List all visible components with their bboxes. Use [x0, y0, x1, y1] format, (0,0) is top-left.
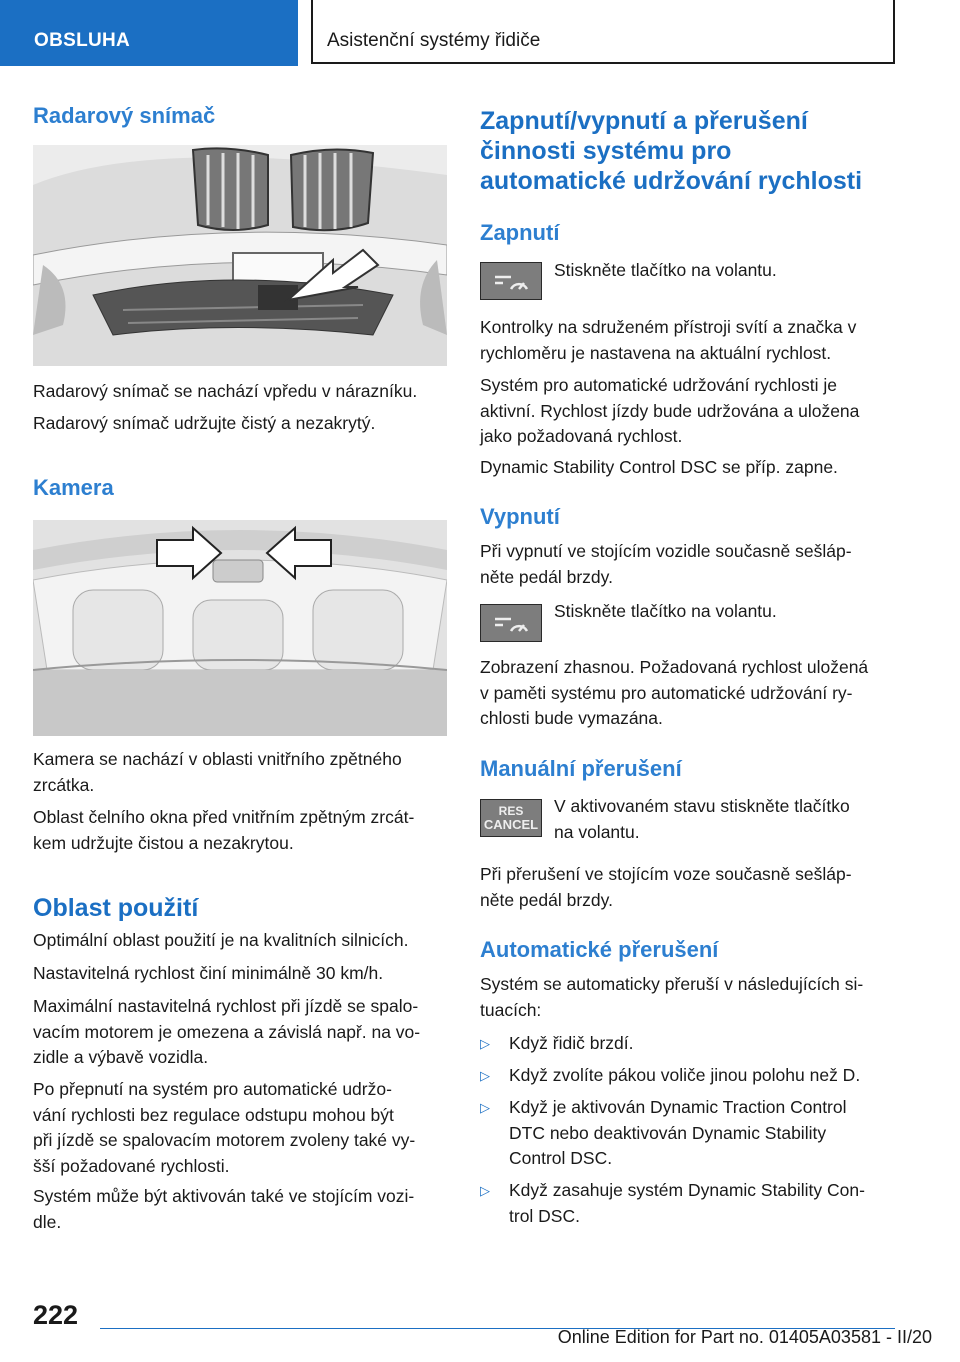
- switch-off-heading: Vypnutí: [480, 504, 560, 529]
- usage-p5: Systém může být aktivován také ve stojícím vozi‐ dle.: [33, 1186, 415, 1232]
- list-item: ▷ Když zasahuje systém Dynamic Stability Con‐ trol DSC.: [480, 1180, 865, 1226]
- camera-care-text: Oblast čelního okna před vnitřním zpětným zrcát‐ kem udržujte čistou a nezakrytou.: [33, 807, 415, 853]
- list-item: ▷ Když je aktivován Dynamic Traction Control DTC nebo deaktivován Dynamic Stability Control DSC.: [480, 1097, 847, 1168]
- chapter-title: Asistenční systémy řidiče: [311, 0, 895, 64]
- triangle-bullet-icon: ▷: [480, 1100, 490, 1115]
- radar-care-text: Radarový snímač udržujte čistý a nezakrytý.: [33, 413, 376, 433]
- triangle-bullet-icon: ▷: [480, 1183, 490, 1198]
- cruise-control-button-icon: [480, 604, 542, 642]
- radar-sensor-heading: Radarový snímač: [33, 103, 216, 128]
- switch-on-p3: Dynamic Stability Control DSC se příp. zapne.: [480, 457, 838, 477]
- radar-sensor-image: [33, 145, 447, 366]
- auto-interrupt-p1: Systém se automaticky přeruší v následujících si‐ tuacích:: [480, 974, 864, 1020]
- manual-interrupt-p1: Při přerušení ve stojícím voze současně sešláp‐ něte pedál brzdy.: [480, 864, 852, 910]
- camera-heading: Kamera: [33, 475, 114, 500]
- section-tab: OBSLUHA: [0, 0, 298, 66]
- main-section-heading: Zapnutí/vypnutí a přerušení činnosti systému pro automatické udržování rychlosti: [480, 107, 863, 195]
- list-item: ▷ Když řidič brzdí.: [480, 1031, 900, 1057]
- auto-interrupt-heading: Automatické přerušení: [480, 937, 719, 962]
- switch-on-instruction: Stiskněte tlačítko na volantu.: [554, 260, 777, 280]
- usage-p3: Maximální nastavitelná rychlost při jízdě se spalo‐ vacím motorem je omezena a závislá např. na vo‐ zidle a výbavě vozidla.: [33, 996, 421, 1067]
- radar-location-text: Radarový snímač se nachází vpředu v nárazníku.: [33, 381, 418, 401]
- switch-off-p1: Při vypnutí ve stojícím vozidle současně sešláp‐ něte pedál brzdy.: [480, 541, 852, 587]
- switch-on-p1: Kontrolky na sdruženém přístroji svítí a značka v rychloměru je nastavena na aktuální rychlost.: [480, 317, 857, 363]
- switch-on-heading: Zapnutí: [480, 220, 560, 245]
- edition-text: Online Edition for Part no. 01405A03581 - II/20: [557, 1327, 932, 1347]
- camera-image: [33, 520, 447, 736]
- page-header: [0, 0, 960, 66]
- manual-interrupt-heading: Manuální přerušení: [480, 756, 682, 781]
- camera-location-text: Kamera se nachází v oblasti vnitřního zpětného zrcátka.: [33, 749, 402, 795]
- switch-off-p2: Zobrazení zhasnou. Požadovaná rychlost uložená v paměti systému pro automatické udržování ry‐ chlosti bude vymazána.: [480, 657, 869, 728]
- usage-area-heading: Oblast použití: [33, 894, 199, 922]
- page-number: 222: [33, 1300, 79, 1330]
- list-item: ▷ Když zvolíte pákou voliče jinou polohu než D.: [480, 1063, 900, 1089]
- usage-p1: Optimální oblast použití je na kvalitních silnicích.: [33, 930, 409, 950]
- triangle-bullet-icon: ▷: [480, 1036, 490, 1051]
- usage-p4: Po přepnutí na systém pro automatické udržo‐ vání rychlosti bez regulace odstupu mohou být při jízdě se spalovacím motorem zvoleny také vy‐ šší požadované rychlosti.: [33, 1079, 416, 1176]
- res-cancel-button-icon: RES CANCEL: [480, 799, 542, 837]
- manual-interrupt-instruction: V aktivovaném stavu stiskněte tlačítko na volantu.: [554, 796, 850, 842]
- switch-off-instruction: Stiskněte tlačítko na volantu.: [554, 601, 777, 621]
- switch-on-p2: Systém pro automatické udržování rychlosti je aktivní. Rychlost jízdy bude udržována a uložena jako požadovaná rychlost.: [480, 375, 860, 446]
- usage-p2: Nastavitelná rychlost činí minimálně 30 km/h.: [33, 963, 384, 983]
- triangle-bullet-icon: ▷: [480, 1068, 490, 1083]
- cruise-control-button-icon: [480, 262, 542, 300]
